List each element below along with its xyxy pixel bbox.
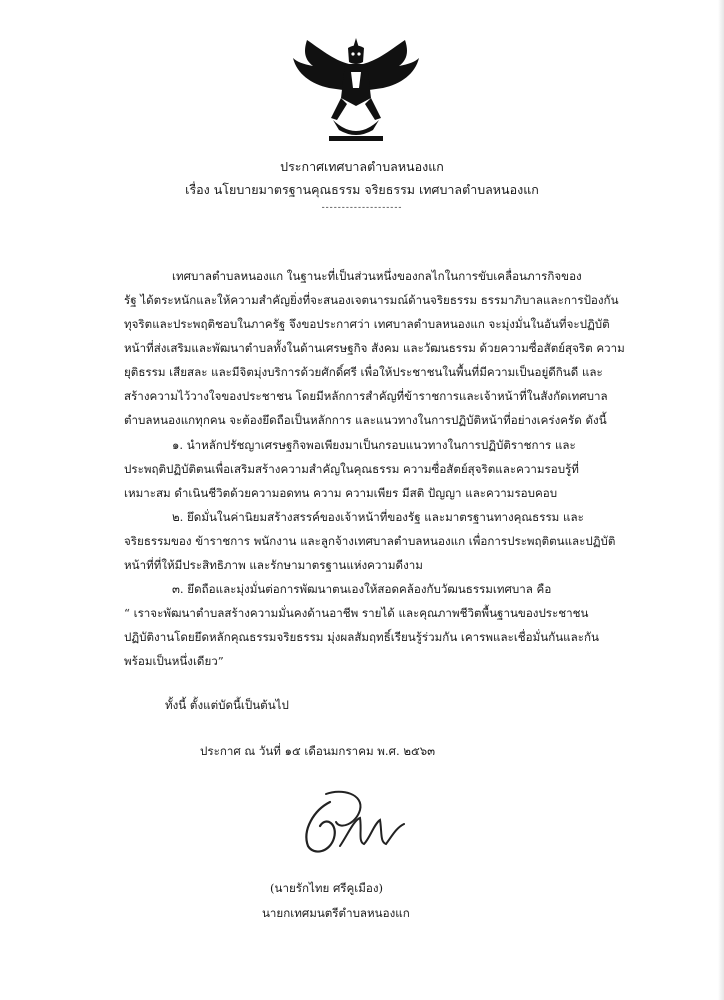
item-2-line: จริยธรรมของ ข้าราชการ พนักงาน และลูกจ้างเทศบาลตำบลหนองแก เพื่อการประพฤติตนและปฏิบัติ: [124, 534, 616, 548]
signatory-position: นายกเทศมนตรีตำบลหนองแก: [262, 906, 410, 920]
handwritten-signature: [296, 790, 414, 860]
intro-line: หน้าที่ส่งเสริมและพัฒนาตำบลทั้งในด้านเศรษฐกิจ สังคม และวัฒนธรรม ด้วยความซื่อสัตย์สุจริต ความ: [124, 341, 625, 355]
item-3-line: “ เราจะพัฒนาตำบลสร้างความมั่นคงด้านอาชีพ รายได้ และคุณภาพชีวิตพื้นฐานของประชาชน: [124, 606, 589, 620]
item-1-line: ๑. นำหลักปรัชญาเศรษฐกิจพอเพียงมาเป็นกรอบแนวทางในการปฏิบัติราชการ และ: [172, 438, 576, 452]
announcement-title: ประกาศเทศบาลตำบลหนองแก: [280, 159, 444, 174]
item-1-line: เหมาะสม ดำเนินชีวิตด้วยความอดทน ความ ความเพียร มีสติ ปัญญา และความรอบคอบ: [124, 486, 558, 500]
item-3-line: ปฏิบัติงานโดยยึดหลักคุณธรรมจริยธรรม มุ่งผลสัมฤทธิ์เรียนรู้ร่วมกัน เคารพและเชื่อมั่นกันและกัน: [124, 630, 599, 644]
announcement-subject: เรื่อง นโยบายมาตรฐานคุณธรรม จริยธรรม เทศบาลตำบลหนองแก: [185, 182, 539, 197]
signatory-name: (นายรักไทย ศรีคูเมือง): [270, 881, 384, 895]
intro-line: ทุจริตและประพฤติชอบในภาครัฐ จึงขอประกาศว่า เทศบาลตำบลหนองแก จะมุ่งมั่นในอันที่จะปฏิบัติ: [124, 317, 610, 331]
intro-line: รัฐ ได้ตระหนักและให้ความสำคัญยิ่งที่จะสนองเจตนารมณ์ด้านจริยธรรม ธรรมาภิบาลและการป้องกัน: [124, 293, 619, 307]
item-1-line: ประพฤติปฏิบัติตนเพื่อเสริมสร้างความสำคัญในคุณธรรม ความซื่อสัตย์สุจริตและความรอบรู้ที่: [124, 462, 579, 476]
intro-line: สร้างความไว้วางใจของประชาชน โดยมีหลักการสำคัญที่ข้าราชการและเจ้าหน้าที่ในสังกัดเทศบาล: [124, 389, 608, 403]
intro-line: เทศบาลตำบลหนองแก ในฐานะที่เป็นส่วนหนึ่งของกลไกในการขับเคลื่อนภารกิจของ: [172, 269, 582, 283]
intro-line: ตำบลหนองแกทุกคน จะต้องยึดถือเป็นหลักการ และแนวทางในการปฏิบัติหน้าที่อย่างเคร่งครัด ดังนี้: [124, 413, 607, 427]
item-2-line: หน้าที่ที่ให้มีประสิทธิภาพ และรักษามาตรฐานแห่งความดีงาม: [124, 558, 423, 572]
item-3-line: พร้อมเป็นหนึ่งเดียว”: [124, 654, 224, 668]
page-edge-shadow: [718, 0, 724, 1000]
announcement-date: ประกาศ ณ วันที่ ๑๕ เดือนมกราคม พ.ศ. ๒๕๖๓: [200, 744, 436, 758]
title-separator: --------------------: [321, 203, 403, 213]
garuda-emblem: [293, 38, 419, 142]
intro-line: ยุติธรรม เสียสละ และมีจิตมุ่งบริการด้วยศักดิ์ศรี เพื่อให้ประชาชนในพื้นที่มีความเป็นอยู่ดีกินดี และ: [124, 365, 603, 379]
item-3-line: ๓. ยึดถือและมุ่งมั่นต่อการพัฒนาตนเองให้สอดคล้องกับวัฒนธรรมเทศบาล คือ: [172, 582, 552, 596]
item-2-line: ๒. ยึดมั่นในค่านิยมสร้างสรรค์ของเจ้าหน้าที่ของรัฐ และมาตรฐานทางคุณธรรม และ: [172, 510, 584, 524]
effective-date-text: ทั้งนี้ ตั้งแต่บัดนี้เป็นต้นไป: [165, 698, 289, 712]
